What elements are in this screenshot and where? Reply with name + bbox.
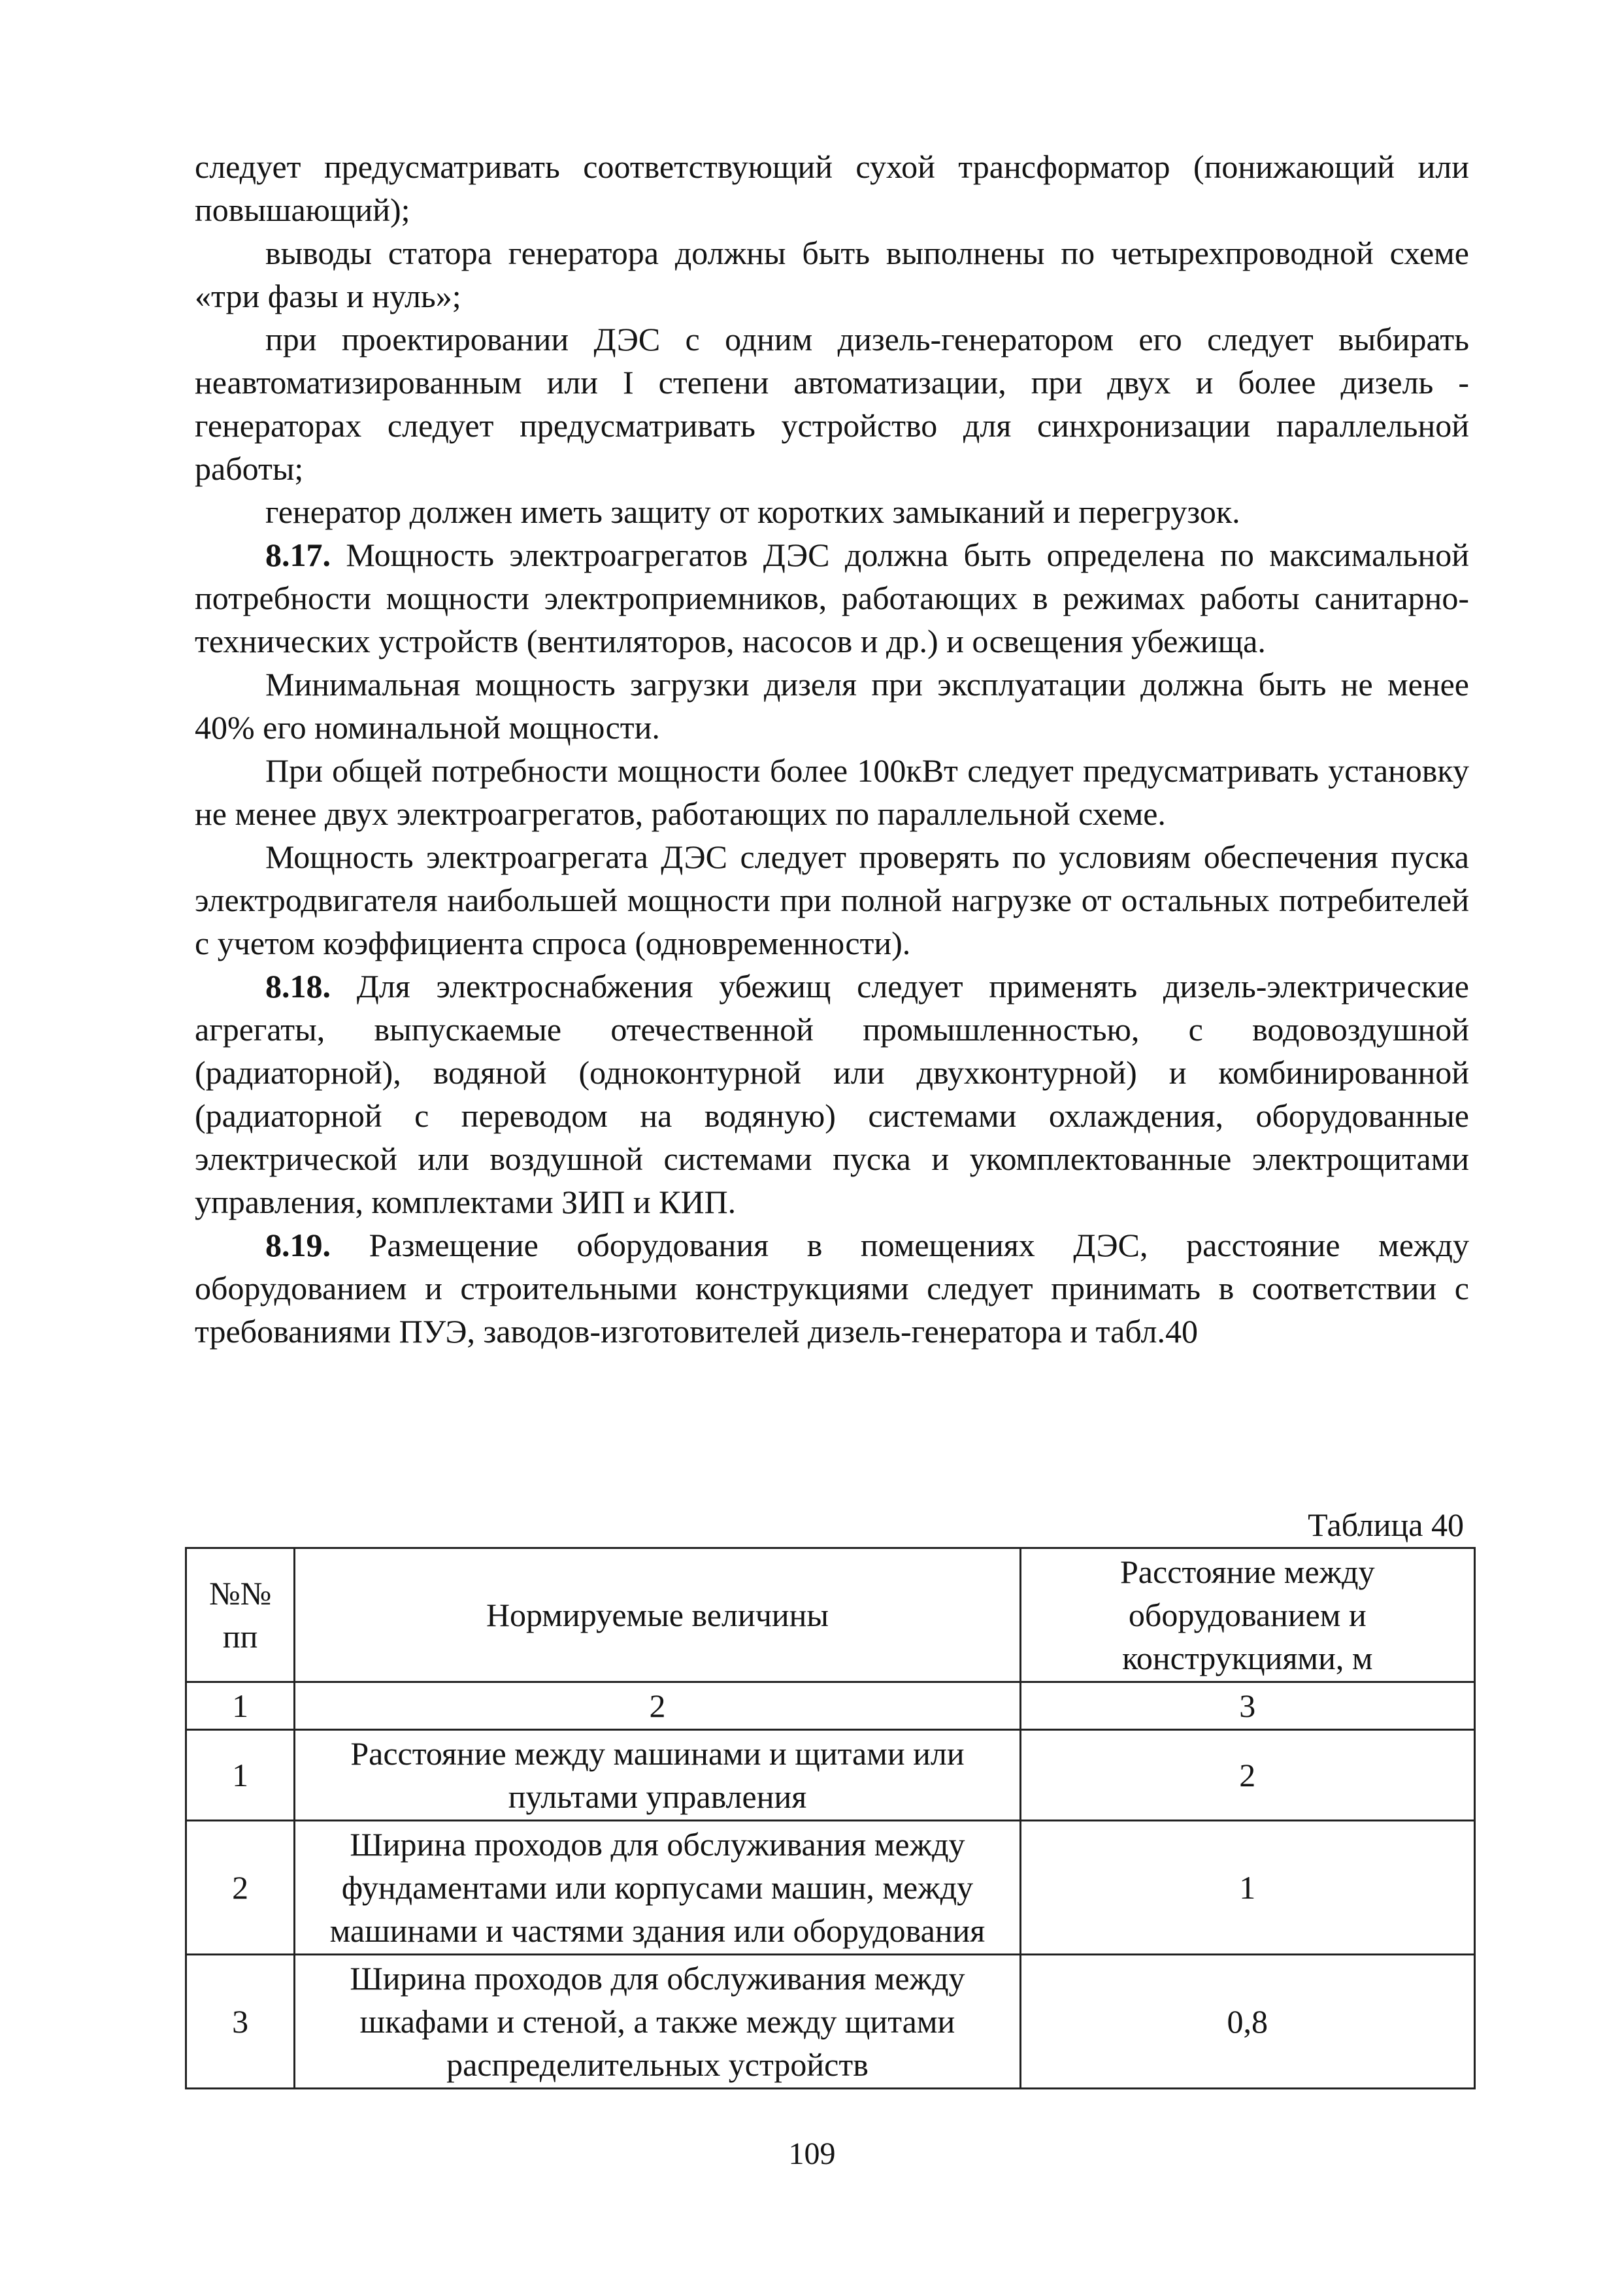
table-row [186, 1730, 1475, 1821]
paragraph [195, 835, 1469, 965]
paragraph-text: Мощность электроагрегата ДЭС следует проверять по условиям обеспечения пуска электродвигателя наибольшей мощности при полной нагрузке от остальных потребителей с учетом коэффициента спроса (одновременности). [195, 839, 1469, 961]
paragraph-text: При общей потребности мощности более 100кВт следует предусматривать установку не менее двух электроагрегатов, работающих по параллельной схеме. [195, 752, 1469, 832]
column-number-cell: 2 [295, 1682, 1020, 1730]
row-number-cell: 2 [186, 1821, 295, 1955]
paragraph [195, 231, 1469, 318]
paragraph-text: генератор должен иметь защиту от коротких замыканий и перегрузок. [265, 493, 1240, 530]
row-number-cell: 1 [186, 1730, 295, 1821]
table-row [186, 1955, 1475, 2089]
row-value-cell: 1 [1020, 1821, 1474, 1955]
paragraph [195, 663, 1469, 749]
paragraph [195, 749, 1469, 835]
header-cell-name: Нормируемые величины [295, 1548, 1020, 1682]
row-name-cell: Ширина проходов для обслуживания между шкафами и стеной, а также между щитами распределительных устройств [295, 1955, 1020, 2089]
paragraph-text: Для электроснабжения убежищ следует применять дизель-электрические агрегаты, выпускаемые отечественной промышленностью, с водовоздушной (радиаторной), водяной (одноконтурной или двухконтурной) и комбинированной (радиаторной с переводом на водяную) системами охлаждения, оборудованные электрической или воздушной системами пуска и укомплектованные электрощитами управления, комплектами ЗИП и КИП. [195, 968, 1469, 1220]
paragraph-text: Мощность электроагрегатов ДЭС должна быть определена по максимальной потребности мощности электроприемников, работающих в режимах работы санитарно-технических устройств (вентиляторов, насосов и др.) и освещения убежища. [195, 537, 1469, 659]
header-cell-number: №№ пп [186, 1548, 295, 1682]
column-number-row [186, 1682, 1475, 1730]
paragraph [195, 533, 1469, 663]
paragraph-text: Минимальная мощность загрузки дизеля при эксплуатации должна быть не менее 40% его номинальной мощности. [195, 666, 1469, 746]
row-number-cell: 3 [186, 1955, 295, 2089]
paragraph-text: выводы статора генератора должны быть выполнены по четырехпроводной схеме «три фазы и нуль»; [195, 235, 1469, 314]
row-value-cell: 2 [1020, 1730, 1474, 1821]
paragraph-text: следует предусматривать соответствующий сухой трансформатор (понижающий или повышающий); [195, 148, 1469, 228]
row-name-cell: Ширина проходов для обслуживания между фундаментами или корпусами машин, между машинами и частями здания или оборудования [295, 1821, 1020, 1955]
paragraph-text: при проектировании ДЭС с одним дизель-генератором его следует выбирать неавтоматизированным или I степени автоматизации, при двух и более дизель - генераторах следует предусматривать устройство для синхронизации параллельной работы; [195, 321, 1469, 487]
row-value-cell: 0,8 [1020, 1955, 1474, 2089]
paragraph [195, 318, 1469, 490]
paragraph [195, 965, 1469, 1223]
norms-table [185, 1547, 1476, 2089]
table-header-row [186, 1548, 1475, 1682]
table-row [186, 1821, 1475, 1955]
row-name-cell: Расстояние между машинами и щитами или пультами управления [295, 1730, 1020, 1821]
paragraph [195, 145, 1469, 231]
clause-number: 8.18. [265, 968, 331, 1005]
clause-number: 8.17. [265, 537, 331, 573]
header-cell-distance: Расстояние между оборудованием и конструкциями, м [1020, 1548, 1474, 1682]
clause-number: 8.19. [265, 1227, 331, 1263]
column-number-cell: 3 [1020, 1682, 1474, 1730]
column-number-cell: 1 [186, 1682, 295, 1730]
table-caption: Таблица 40 [1308, 1506, 1464, 1543]
paragraph-text: Размещение оборудования в помещениях ДЭС, расстояние между оборудованием и строительными конструкциями следует принимать в соответствии с требованиями ПУЭ, заводов-изготовителей дизель-генератора и табл.40 [195, 1227, 1469, 1350]
body-text [195, 145, 1469, 1353]
paragraph [195, 490, 1469, 533]
page-number: 109 [788, 2136, 836, 2171]
paragraph [195, 1223, 1469, 1353]
